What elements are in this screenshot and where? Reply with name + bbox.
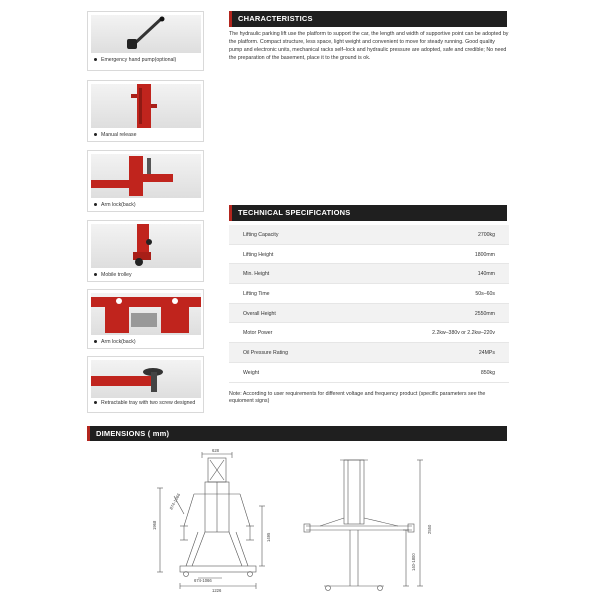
spec-row [229, 323, 509, 343]
dim-top-width: 628 [212, 448, 219, 453]
characteristics-header [229, 11, 507, 27]
spec-value: 850kg [480, 369, 495, 376]
front-view-drawing [150, 446, 280, 592]
spec-value: 2.2kw–380v or 2.2kw–220v [432, 330, 495, 337]
spec-label: Lifting Capacity [243, 232, 279, 238]
thumb-card-mobile-trolley [87, 220, 204, 282]
mobile-trolley-image [91, 224, 201, 268]
thumb-caption [94, 202, 136, 208]
dim-lift-range: 140-1800 [411, 553, 416, 571]
spec-label: Overall Height [243, 310, 276, 317]
dim-column-height: 1495 [266, 532, 271, 542]
hand-pump-image [91, 15, 201, 53]
dim-bottom-span: 674-1066 [194, 578, 212, 583]
spec-value: 2550mm [474, 310, 495, 317]
spec-value: 2700kg [477, 232, 495, 238]
spec-label: Oil Pressure Rating [243, 350, 288, 357]
arm-lock-image [91, 154, 201, 198]
side-view-drawing [300, 446, 440, 592]
spec-label: Lifting Height [243, 251, 274, 258]
retractable-tray-image [91, 360, 201, 398]
spec-row [229, 284, 509, 304]
spec-row [229, 343, 509, 363]
spec-row [229, 304, 509, 324]
spec-label: Min. Height [243, 271, 270, 278]
thumb-caption [94, 57, 176, 63]
thumb-card-retractable-tray [87, 356, 204, 413]
spec-value: 1800mm [474, 251, 495, 258]
caption-text: Arm lock(back) [101, 202, 136, 208]
thumb-caption [94, 132, 136, 138]
spec-row [229, 245, 509, 265]
caption-text: Retractable tray with two screw designed [101, 400, 196, 406]
specifications-title: TECHNICAL SPECIFICATIONS [238, 208, 351, 217]
dimensions-title: DIMENSIONS ( mm) [96, 429, 170, 438]
spec-label: Lifting Time [243, 291, 270, 298]
spec-label: Weight [243, 369, 260, 376]
dim-min-height: 1968 [152, 520, 157, 530]
specifications-header [229, 205, 507, 221]
caption-text: Manual release [101, 132, 137, 138]
spec-value: 50s–60s [475, 291, 495, 298]
thumb-card-arm-lock-2 [87, 289, 204, 349]
dim-base-width: 1226 [212, 588, 222, 592]
spec-row [229, 363, 509, 383]
manual-release-image [91, 84, 201, 128]
caption-text: Emergency hand pump(optional) [101, 57, 177, 63]
dimensions-header [87, 426, 507, 441]
spec-row [229, 225, 509, 245]
caption-text: Mobile trolley [101, 272, 132, 278]
caption-text: Arm lock(back) [101, 339, 136, 345]
thumb-card-hand-pump [87, 11, 204, 71]
specifications-note: Note: According to user requirements for different voltage and frequency product (specific parameters see the equioment signs) [229, 391, 486, 405]
characteristics-title: CHARACTERISTICS [238, 14, 313, 23]
specifications-table [229, 225, 509, 383]
thumb-caption [94, 272, 132, 278]
thumb-card-arm-lock-1 [87, 150, 204, 212]
spec-value: 24MPs [478, 350, 495, 357]
dim-overall-height: 2550 [427, 524, 432, 534]
characteristics-text: The hydraulic parking lift use the platform to support the car, the length and width of supportive point can be adopted by the platform. Compact structure, less space, light weight and convenient to move for steady running. Good quality pump and electronic units, mechanical racks self–lock and hydraulic pressure are adopted, safe and credible; No need the preparation of the basement, place it to the ground is ok. [229, 31, 509, 61]
arm-lock-image [91, 293, 201, 335]
thumb-card-manual-release [87, 80, 204, 142]
spec-row [229, 264, 509, 284]
thumb-caption [94, 400, 195, 406]
spec-label: Motor Power [243, 330, 273, 337]
thumb-caption [94, 339, 136, 345]
spec-value: 140mm [477, 271, 495, 278]
dim-arm-span: 874-1066 [168, 492, 182, 511]
